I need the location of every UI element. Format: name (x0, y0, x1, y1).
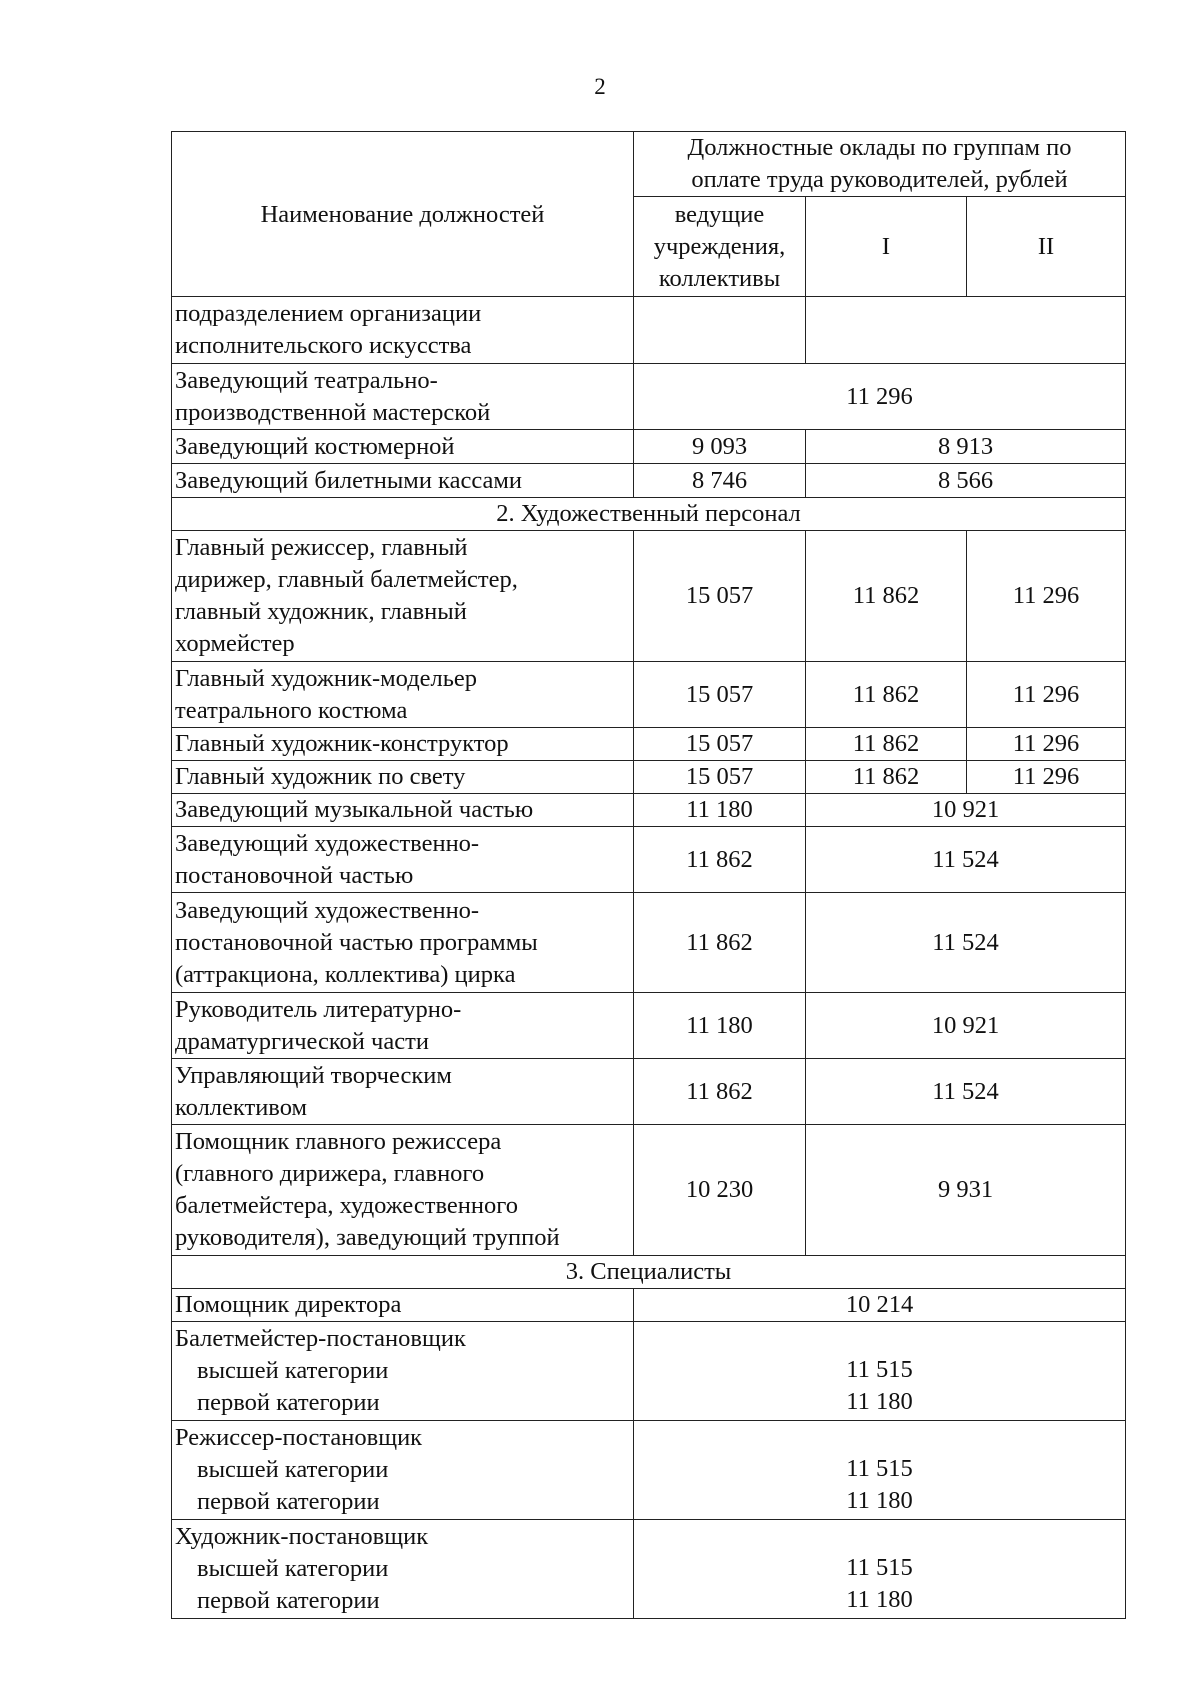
subheader-leading-line3: коллективы (658, 264, 781, 292)
table-row (172, 1322, 1126, 1421)
section-heading: 3. Специалисты (172, 1256, 1126, 1289)
table-row (172, 531, 1126, 662)
salary-value: 11 515 (846, 1554, 913, 1581)
salary-cell: 11 296 (967, 761, 1126, 794)
salary-cell: 15 057 (634, 728, 806, 761)
position-line: Главный режиссер, главный (175, 534, 468, 561)
salary-value: 11 515 (846, 1356, 913, 1383)
position-name (172, 364, 634, 430)
salary-cell: 10 214 (634, 1289, 1126, 1322)
position-line: дирижер, главный балетмейстер, (175, 566, 518, 593)
position-line: балетмейстера, художественного (175, 1192, 518, 1219)
position-name (172, 1125, 634, 1256)
salary-value: 11 515 (846, 1455, 913, 1482)
position-name (172, 531, 634, 662)
table-row (172, 1125, 1126, 1256)
position-line: постановочной частью (175, 861, 414, 889)
position-line: Руководитель литературно- (175, 995, 462, 1023)
salary-cell: 11 296 (967, 531, 1126, 662)
position-line: коллективом (175, 1093, 307, 1121)
salary-cell: 11 296 (634, 364, 1126, 430)
position-line: драматургической части (175, 1027, 429, 1055)
subheader-leading-line1: ведущие (674, 200, 765, 228)
header-position-name-text: Наименование должностей (260, 200, 545, 228)
position-name: Главный художник по свету (172, 761, 634, 794)
table-header-row (172, 132, 1126, 197)
position-line: Режиссер-постановщик (175, 1424, 423, 1451)
table-row (172, 1059, 1126, 1125)
position-line: (аттракциона, коллектива) цирка (175, 960, 516, 988)
category-line: высшей категории (197, 1357, 389, 1384)
salary-value: 11 180 (846, 1388, 913, 1415)
header-salary-line2: оплате труда руководителей, рублей (691, 166, 1068, 193)
salary-cell: 9 093 (634, 430, 806, 464)
salary-cell: 15 057 (634, 531, 806, 662)
salary-cell: 11 862 (634, 1059, 806, 1125)
position-name: Заведующий костюмерной (172, 430, 634, 464)
position-name (172, 1520, 634, 1619)
position-line: Художник-постановщик (175, 1523, 429, 1550)
salary-cell: 10 921 (806, 993, 1126, 1059)
subheader-leading (634, 197, 806, 297)
position-line: руководителя), заведующий труппой (175, 1224, 560, 1251)
position-name (172, 1421, 634, 1520)
salary-cell: 15 057 (634, 761, 806, 794)
table-row (172, 728, 1126, 761)
salary-cell: 9 931 (806, 1125, 1126, 1256)
position-name (172, 662, 634, 728)
salary-cell: 11 862 (806, 761, 967, 794)
section-heading: 2. Художественный персонал (172, 498, 1126, 531)
subheader-group-1: I (806, 197, 967, 297)
position-line: театрального костюма (175, 696, 408, 724)
salary-cell: 11 862 (806, 662, 967, 728)
position-name (172, 297, 634, 364)
position-line: Заведующий художественно- (175, 829, 480, 857)
header-salary-groups (634, 132, 1126, 197)
category-line: первой категории (197, 1389, 380, 1416)
position-name: Главный художник-конструктор (172, 728, 634, 761)
salary-cell (634, 1322, 1126, 1421)
category-line: высшей категории (197, 1456, 389, 1483)
position-name (172, 1059, 634, 1125)
position-line: (главного дирижера, главного (175, 1160, 485, 1187)
salary-cell: 15 057 (634, 662, 806, 728)
table-row (172, 827, 1126, 893)
table-row (172, 1520, 1126, 1619)
salary-cell: 10 230 (634, 1125, 806, 1256)
salary-cell: 11 524 (806, 893, 1126, 993)
salary-cell: 11 862 (806, 531, 967, 662)
position-line: главный художник, главный (175, 598, 467, 625)
position-line: Главный художник-модельер (175, 664, 478, 692)
salary-cell (634, 1520, 1126, 1619)
salary-table (171, 131, 1126, 1619)
position-name (172, 827, 634, 893)
salary-cell: 11 862 (634, 827, 806, 893)
table-row (172, 464, 1126, 498)
subheader-leading-line2: учреждения, (653, 232, 786, 260)
table-row (172, 662, 1126, 728)
position-line: Управляющий творческим (175, 1061, 452, 1089)
position-line: Заведующий художественно- (175, 896, 480, 924)
salary-cell: 11 524 (806, 827, 1126, 893)
position-line: производственной мастерской (175, 398, 491, 426)
position-line: хормейстер (175, 630, 295, 657)
salary-cell: 10 921 (806, 794, 1126, 827)
table-row (172, 364, 1126, 430)
salary-value: 11 180 (846, 1487, 913, 1514)
table-row (172, 1289, 1126, 1322)
table-row (172, 1421, 1126, 1520)
position-name (172, 1322, 634, 1421)
table-row (172, 893, 1126, 993)
position-line: подразделением организации (175, 300, 482, 327)
salary-cell: 11 296 (967, 728, 1126, 761)
table-row (172, 761, 1126, 794)
salary-cell (634, 1421, 1126, 1520)
position-name (172, 993, 634, 1059)
salary-cell: 11 296 (967, 662, 1126, 728)
salary-value: 11 180 (846, 1586, 913, 1613)
position-line: Заведующий театрально- (175, 366, 438, 394)
salary-cell: 11 524 (806, 1059, 1126, 1125)
salary-cell: 8 566 (806, 464, 1126, 498)
salary-cell (806, 297, 1126, 364)
position-name: Заведующий билетными кассами (172, 464, 634, 498)
category-line: высшей категории (197, 1555, 389, 1582)
position-line: Помощник главного режиссера (175, 1128, 502, 1155)
position-name: Заведующий музыкальной частью (172, 794, 634, 827)
salary-cell: 8 913 (806, 430, 1126, 464)
position-line: исполнительского искусства (175, 332, 472, 359)
salary-cell: 11 862 (634, 893, 806, 993)
table-row (172, 794, 1126, 827)
salary-cell: 8 746 (634, 464, 806, 498)
position-name: Помощник директора (172, 1289, 634, 1322)
table-row (172, 430, 1126, 464)
salary-cell: 11 862 (806, 728, 967, 761)
subheader-group-2: II (967, 197, 1126, 297)
section-row (172, 1256, 1126, 1289)
page-number: 2 (594, 74, 606, 99)
category-line: первой категории (197, 1488, 380, 1515)
header-salary-line1: Должностные оклады по группам по (687, 134, 1072, 161)
salary-cell: 11 180 (634, 794, 806, 827)
position-name (172, 893, 634, 993)
category-line: первой категории (197, 1587, 380, 1614)
salary-cell: 11 180 (634, 993, 806, 1059)
section-row (172, 498, 1126, 531)
salary-cell (634, 297, 806, 364)
position-line: постановочной частью программы (175, 928, 538, 956)
position-line: Балетмейстер-постановщик (175, 1325, 466, 1352)
table-row (172, 297, 1126, 364)
header-position-name (172, 132, 634, 297)
table-row (172, 993, 1126, 1059)
